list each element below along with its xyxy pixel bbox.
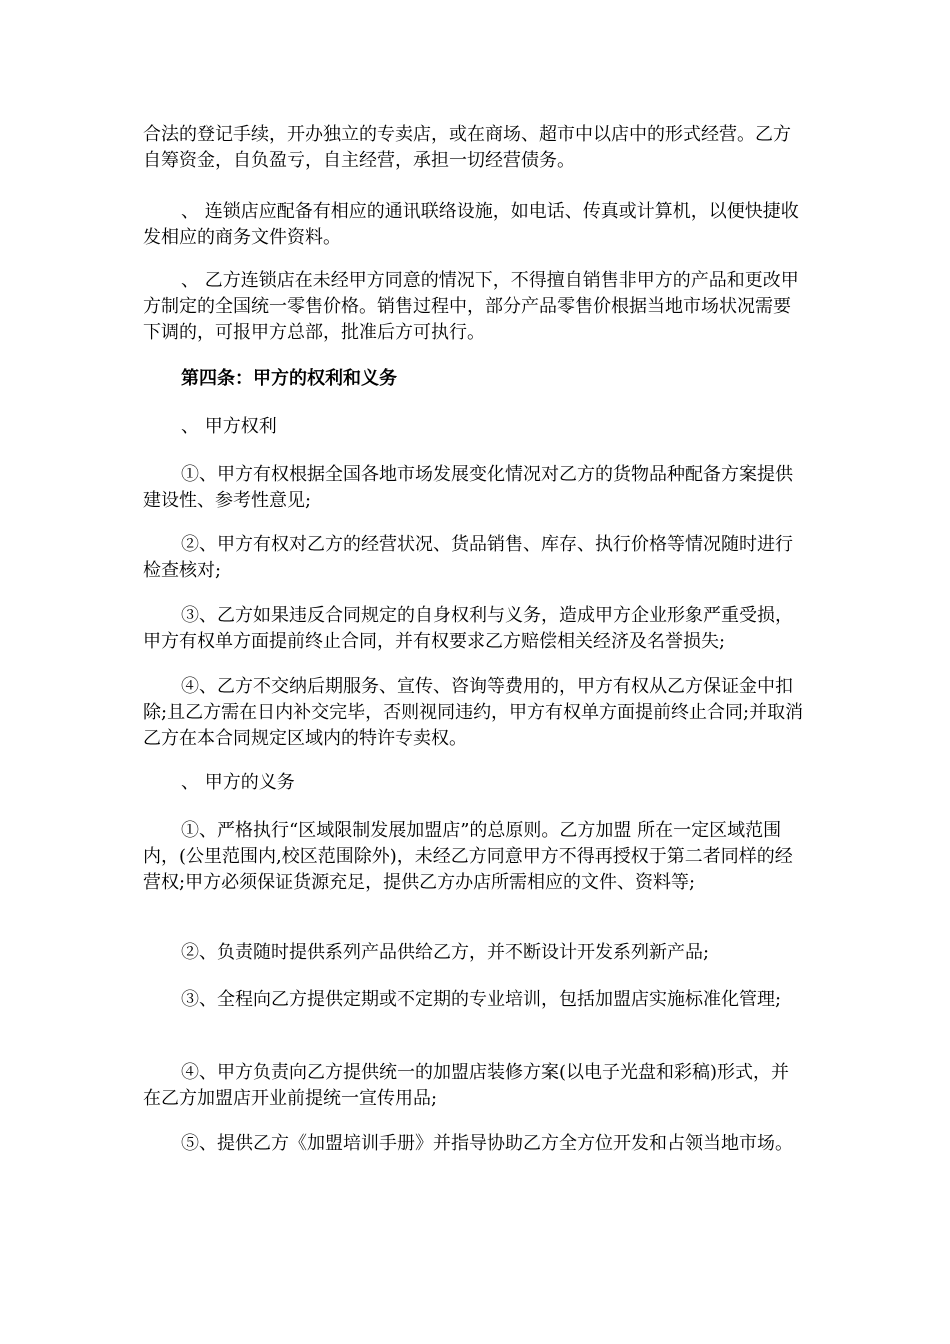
paragraph-pricing: 、 乙方连锁店在未经甲方同意的情况下，不得擅自销售非甲方的产品和更改甲方制定的全国统一零售价格。销售过程中，部分产品零售价根据当地市场状况需要下调的，可报甲方总部，批准后方可执行。	[143, 270, 799, 343]
paragraph-obligation-1: ①、严格执行“区域限制发展加盟店”的总原则。乙方加盟 所在一定区域范围内，(公里范围内,校区范围除外)，未经乙方同意甲方不得再授权于第二者同样的经营权;甲方必须保证货源充足，提供乙方办店所需相应的文件、资料等;	[143, 820, 793, 893]
paragraph-obligation-5: ⑤、提供乙方《加盟培训手册》并指导协助乙方全方位开发和占领当地市场。	[181, 1133, 793, 1154]
paragraph-right-4: ④、乙方不交纳后期服务、宣传、咨询等费用的，甲方有权从乙方保证金中扣除;且乙方需在日内补交完毕，否则视同违约，甲方有权单方面提前终止合同;并取消乙方在本合同规定区域内的特许专卖权。	[143, 676, 804, 749]
paragraph-obligation-3: ③、全程向乙方提供定期或不定期的专业培训，包括加盟店实施标准化管理;	[181, 989, 782, 1010]
paragraph-right-2: ②、甲方有权对乙方的经营状况、货品销售、库存、执行价格等情况随时进行检查核对;	[143, 534, 793, 581]
paragraph-obligation-2: ②、负责随时提供系列产品供给乙方，并不断设计开发系列新产品;	[181, 942, 710, 963]
section-heading-article-4: 第四条：甲方的权利和义务	[181, 368, 397, 389]
paragraph-obligation-4: ④、甲方负责向乙方提供统一的加盟店装修方案(以电子光盘和彩稿)形式，并在乙方加盟店开业前提统一宣传用品;	[143, 1062, 790, 1109]
paragraph-right-1: ①、甲方有权根据全国各地市场发展变化情况对乙方的货物品种配备方案提供建设性、参考性意见;	[143, 464, 793, 511]
subheading-party-a-rights: 、 甲方权利	[181, 416, 277, 437]
subheading-party-a-obligations: 、 甲方的义务	[181, 772, 295, 793]
paragraph-communication-facilities: 、 连锁店应配备有相应的通讯联络设施，如电话、传真或计算机，以便快捷收发相应的商务文件资料。	[143, 201, 799, 248]
paragraph-right-3: ③、乙方如果违反合同规定的自身权利与义务，造成甲方企业形象严重受损，甲方有权单方面提前终止合同，并有权要求乙方赔偿相关经济及名誉损失;	[143, 605, 793, 652]
paragraph-registration: 合法的登记手续，开办独立的专卖店，或在商场、超市中以店中的形式经营。乙方自筹资金，自负盈亏，自主经营，承担一切经营债务。	[143, 124, 791, 171]
